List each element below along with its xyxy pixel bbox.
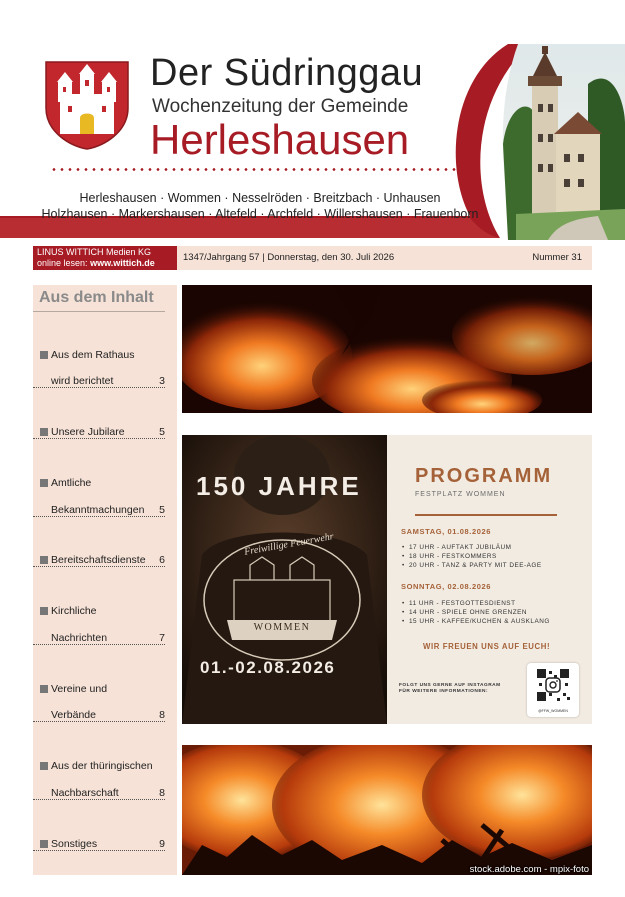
program-divider <box>415 514 557 516</box>
bullet-square-icon <box>40 685 48 693</box>
bullet-square-icon <box>40 479 48 487</box>
online-prefix: online lesen: <box>37 258 88 268</box>
issue-bar <box>177 246 592 270</box>
bullet-square-icon <box>40 351 48 359</box>
program-item: • 15 UHR - KAFFEE/KUCHEN & AUSKLANG <box>409 618 550 625</box>
program-item: • 11 UHR - FESTGOTTESDIENST <box>409 600 515 607</box>
toc-entry-label: Nachrichten <box>51 632 108 644</box>
fire-photo-bottom <box>182 745 592 875</box>
toc-entry-vereine-cont[interactable] <box>33 708 165 722</box>
toc-entry-label: Kirchliche <box>51 605 97 617</box>
toc-entry-label: Bekanntmachungen <box>51 504 145 516</box>
toc-entry-amtliche[interactable] <box>33 476 165 490</box>
toc-page-number: 6 <box>159 554 165 566</box>
photo-credit: stock.adobe.com - mpix-foto <box>469 864 589 875</box>
program-closing: WIR FREUEN UNS AUF EUCH! <box>423 642 551 651</box>
anniversary-poster-image <box>182 435 387 724</box>
bullet-square-icon <box>40 607 48 615</box>
town-name: Herleshausen <box>150 116 410 163</box>
issue-info: 1347/Jahrgang 57 | Donnerstag, den 30. Juli 2026 <box>183 252 395 263</box>
newspaper-subtitle: Wochenzeitung der Gemeinde <box>152 96 409 117</box>
toc-entry-sonstiges[interactable] <box>33 837 165 851</box>
instagram-note-line-1: FOLGT UNS GERNE AUF INSTAGRAM <box>399 683 501 688</box>
qr-code-icon[interactable] <box>527 663 579 717</box>
toc-entry-label: wird berichtet <box>51 375 114 387</box>
toc-title-underline <box>33 311 165 312</box>
crest-icon <box>44 60 130 150</box>
program-subtitle: FESTPLATZ WOMMEN <box>415 491 506 498</box>
toc-entry-thueringen-cont[interactable] <box>33 786 165 800</box>
qr-label: @FFW_WOMMEN <box>538 709 568 713</box>
program-item: • 20 UHR - TANZ & PARTY MIT DEE-AGE <box>409 562 542 569</box>
bullet-square-icon <box>40 762 48 770</box>
toc-page-number: 5 <box>159 504 165 516</box>
toc-entry-amtliche-cont[interactable] <box>33 503 165 517</box>
toc-entry-kirchliche-cont[interactable] <box>33 631 165 645</box>
publisher-url[interactable]: www.wittich.de <box>90 258 155 268</box>
bullet-square-icon <box>40 840 48 848</box>
toc-entry-thueringen[interactable] <box>33 759 165 773</box>
poster-date: 01.-02.08.2026 <box>200 658 336 677</box>
instagram-icon <box>546 678 560 692</box>
toc-entry-label: Aus dem Rathaus <box>51 349 135 361</box>
badge-bottom-text: WOMMEN <box>253 622 311 633</box>
bullet-square-icon <box>40 428 48 436</box>
bullet-square-icon <box>40 556 48 564</box>
program-day-2: SONNTAG, 02.08.2026 <box>401 582 492 591</box>
toc-page-number: 9 <box>159 838 165 850</box>
fire-photo-top <box>182 285 592 413</box>
toc-entry-label: Verbände <box>51 709 96 721</box>
toc-entry-label: Vereine und <box>51 683 108 695</box>
instagram-note-line-2: FÜR WEITERE INFORMATIONEN: <box>399 689 489 694</box>
toc-entry-rathaus-cont[interactable] <box>33 374 165 388</box>
village-list <box>40 190 480 222</box>
dotted-divider <box>50 168 458 171</box>
toc-entry-rathaus[interactable] <box>33 348 165 362</box>
toc-page-number: 5 <box>159 426 165 438</box>
toc-page-number: 8 <box>159 787 165 799</box>
publisher-online <box>37 258 173 269</box>
program-item: • 17 UHR - AUFTAKT JUBILÄUM <box>409 544 511 551</box>
toc-entry-label: Sonstiges <box>51 838 98 850</box>
toc-entry-label: Unsere Jubilare <box>51 426 125 438</box>
badge-top-text: Freiwillige Feuerwehr <box>243 531 335 558</box>
program-item: • 14 UHR - SPIELE OHNE GRENZEN <box>409 609 527 616</box>
castle-photo <box>478 44 625 240</box>
toc-entry-vereine[interactable] <box>33 682 165 696</box>
toc-entry-label: Aus der thüringischen <box>51 760 153 772</box>
village-line-2: Holzhausen · Markershausen · Altefeld · Archfeld · Willershausen · Frauenborn <box>41 207 479 221</box>
program-title: PROGRAMM <box>415 465 553 487</box>
toc-entry-label: Amtliche <box>51 477 92 489</box>
newspaper-title: Der Südringgau <box>150 52 424 94</box>
poster-headline: 150 JAHRE <box>196 471 362 501</box>
program-day-1: SAMSTAG, 01.08.2026 <box>401 527 492 536</box>
toc-entry-label: Bereitschaftsdienste <box>51 554 146 566</box>
publisher-box <box>33 246 177 270</box>
toc-title: Aus dem Inhalt <box>39 289 154 306</box>
toc-entry-bereitschaft[interactable] <box>33 553 165 567</box>
publisher-name: LINUS WITTICH Medien KG <box>37 247 152 257</box>
toc-entry-kirchliche[interactable] <box>33 604 165 618</box>
toc-page-number: 8 <box>159 709 165 721</box>
toc-page-number: 3 <box>159 375 165 387</box>
issue-number: Nummer 31 <box>532 252 582 263</box>
program-panel <box>387 435 592 724</box>
toc-sidebar <box>33 285 177 875</box>
toc-entry-jubilare[interactable] <box>33 425 165 439</box>
toc-entry-label: Nachbarschaft <box>51 787 119 799</box>
toc-page-number: 7 <box>159 632 165 644</box>
program-item: • 18 UHR - FESTKOMMERS <box>409 553 497 560</box>
village-line-1: Herleshausen · Wommen · Nesselröden · Breitzbach · Unhausen <box>79 191 441 205</box>
